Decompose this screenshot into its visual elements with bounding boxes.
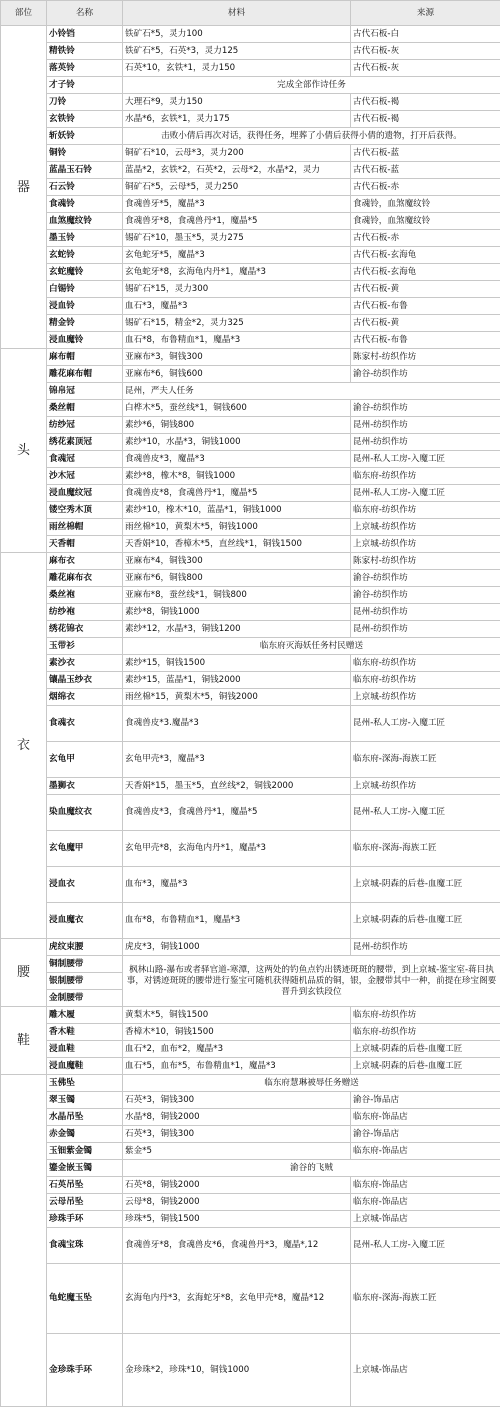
table-row — [1, 1143, 500, 1160]
item-name: 墨玉铃 — [47, 230, 123, 247]
item-source: 昆州-纺织作坊 — [351, 417, 500, 434]
item-source: 古代石板-布鲁 — [351, 298, 500, 315]
item-name: 玄龟魔甲 — [47, 831, 123, 867]
item-material: 铜矿石*10，云母*3，灵力200 — [123, 145, 351, 162]
item-name: 绣花素顶冠 — [47, 434, 123, 451]
item-name: 浸血魔鞋 — [47, 1058, 123, 1075]
item-name: 玉佛坠 — [47, 1075, 123, 1092]
table-row — [1, 43, 500, 60]
item-source: 渝谷-饰品店 — [351, 1092, 500, 1109]
table-row — [1, 903, 500, 939]
item-source: 古代石板-赤 — [351, 179, 500, 196]
item-source: 陈家村-纺织作坊 — [351, 349, 500, 366]
item-name: 雨丝棉帽 — [47, 519, 123, 536]
table-row — [1, 655, 500, 672]
table-header-row — [1, 1, 500, 26]
item-material: 玄龟甲壳*8，玄海龟内丹*1，魔晶*3 — [123, 831, 351, 867]
item-source: 食魂铃，血煞魔纹铃 — [351, 213, 500, 230]
item-name: 纺纱袍 — [47, 604, 123, 621]
item-name: 龟蛇魔玉坠 — [47, 1264, 123, 1334]
item-name: 镂空秀木顶 — [47, 502, 123, 519]
source-note: 渝谷的飞贼 — [123, 1160, 500, 1177]
table-row — [1, 1075, 500, 1092]
item-source: 临东府-深海-海族工匠 — [351, 1264, 500, 1334]
table-row — [1, 213, 500, 230]
item-material: 石英*10，玄铁*1，灵力150 — [123, 60, 351, 77]
item-material: 石英*3，铜钱300 — [123, 1092, 351, 1109]
item-material: 水晶*6，玄铁*1，灵力175 — [123, 111, 351, 128]
item-source: 古代石板-褐 — [351, 111, 500, 128]
table-row — [1, 1007, 500, 1024]
item-material: 玄龟蛇牙*8，玄海龟内丹*1，魔晶*3 — [123, 264, 351, 281]
item-material: 紫金*5 — [123, 1143, 351, 1160]
item-material: 玄龟蛇牙*5，魔晶*3 — [123, 247, 351, 264]
item-name: 银制腰带 — [47, 973, 123, 990]
table-row — [1, 281, 500, 298]
table-row — [1, 128, 500, 145]
item-name: 刀铃 — [47, 94, 123, 111]
item-name: 铜铃 — [47, 145, 123, 162]
table-row — [1, 264, 500, 281]
item-material: 珍珠*5，铜钱1500 — [123, 1211, 351, 1228]
item-material: 血布*3，魔晶*3 — [123, 867, 351, 903]
item-source: 临东府-纺织作坊 — [351, 468, 500, 485]
item-source: 古代石板-灰 — [351, 43, 500, 60]
item-material: 亚麻布*6，铜钱600 — [123, 366, 351, 383]
table-row — [1, 145, 500, 162]
item-source: 渝谷-饰品店 — [351, 1126, 500, 1143]
item-material: 石英*8，铜钱2000 — [123, 1177, 351, 1194]
item-name: 斩妖铃 — [47, 128, 123, 145]
item-material: 素纱*10，水晶*3，铜钱1000 — [123, 434, 351, 451]
table-row — [1, 570, 500, 587]
header-part: 部位 — [1, 1, 47, 26]
item-name: 云母吊坠 — [47, 1194, 123, 1211]
item-name: 雕木履 — [47, 1007, 123, 1024]
item-name: 虎纹束腰 — [47, 939, 123, 956]
table-row — [1, 1211, 500, 1228]
category-cell: 腰 — [1, 939, 47, 1007]
item-name: 素沙衣 — [47, 655, 123, 672]
item-source: 上京城-纺织作坊 — [351, 519, 500, 536]
table-row — [1, 587, 500, 604]
table-row — [1, 1092, 500, 1109]
item-name: 食魂宝珠 — [47, 1228, 123, 1264]
item-source: 古代石板-蓝 — [351, 162, 500, 179]
item-material: 玄海龟内丹*3，玄海蛇牙*8，玄龟甲壳*8，魔晶*12 — [123, 1264, 351, 1334]
item-material: 云母*8，铜钱2000 — [123, 1194, 351, 1211]
item-source: 渝谷-纺织作坊 — [351, 400, 500, 417]
table-row — [1, 1177, 500, 1194]
item-material: 食魂兽皮*3，食魂兽丹*1，魔晶*5 — [123, 795, 351, 831]
table-row — [1, 867, 500, 903]
item-source: 上京城-饰品店 — [351, 1334, 500, 1407]
table-row — [1, 1041, 500, 1058]
item-source: 古代石板-黄 — [351, 315, 500, 332]
item-name: 天香帽 — [47, 536, 123, 553]
item-name: 金制腰带 — [47, 990, 123, 1007]
table-row — [1, 1109, 500, 1126]
item-material: 素纱*15，铜钱1500 — [123, 655, 351, 672]
item-name: 浸血衣 — [47, 867, 123, 903]
item-source: 临东府-纺织作坊 — [351, 1024, 500, 1041]
item-name: 麻布帽 — [47, 349, 123, 366]
item-source: 古代石板-褐 — [351, 94, 500, 111]
item-name: 食魂衣 — [47, 706, 123, 742]
table-body — [1, 26, 500, 1407]
item-source: 古代石板-布鲁 — [351, 332, 500, 349]
item-name: 玄铁铃 — [47, 111, 123, 128]
item-material: 水晶*8，铜钱2000 — [123, 1109, 351, 1126]
item-material: 雨丝棉*15，黄梨木*5，铜钱2000 — [123, 689, 351, 706]
item-name: 精金铃 — [47, 315, 123, 332]
item-source: 昆州-私人工房-入魔工匠 — [351, 795, 500, 831]
table-row — [1, 349, 500, 366]
item-name: 浸血铃 — [47, 298, 123, 315]
item-name: 浸血魔铃 — [47, 332, 123, 349]
item-name: 水晶吊坠 — [47, 1109, 123, 1126]
table-row — [1, 1264, 500, 1334]
item-source: 临东府-饰品店 — [351, 1109, 500, 1126]
item-source: 临东府-纺织作坊 — [351, 655, 500, 672]
item-source: 古代石板-白 — [351, 26, 500, 43]
item-source: 上京城-纺织作坊 — [351, 536, 500, 553]
source-note: 昆州，严夫人任务 — [123, 383, 500, 400]
table-row — [1, 247, 500, 264]
table-row — [1, 502, 500, 519]
category-cell: 头 — [1, 349, 47, 553]
item-material: 食魂兽皮*8，食魂兽丹*1，魔晶*5 — [123, 485, 351, 502]
item-material: 素纱*15，蓝晶*1，铜钱2000 — [123, 672, 351, 689]
table-row — [1, 417, 500, 434]
item-material: 血石*8，布鲁精血*1，魔晶*3 — [123, 332, 351, 349]
item-material: 锡矿石*15，精金*2，灵力325 — [123, 315, 351, 332]
item-source: 古代石板-玄海龟 — [351, 264, 500, 281]
item-source: 渝谷-纺织作坊 — [351, 587, 500, 604]
item-material: 食魂兽牙*5，魔晶*3 — [123, 196, 351, 213]
item-name: 石云铃 — [47, 179, 123, 196]
item-name: 食魂冠 — [47, 451, 123, 468]
table-row — [1, 26, 500, 43]
item-source: 上京城-纺织作坊 — [351, 778, 500, 795]
table-row — [1, 400, 500, 417]
table-row — [1, 536, 500, 553]
item-name: 翠玉镯 — [47, 1092, 123, 1109]
item-material: 天香娟*15，墨玉*5，直丝线*2，铜钱2000 — [123, 778, 351, 795]
item-name: 绣花锦衣 — [47, 621, 123, 638]
item-name: 浸血魔衣 — [47, 903, 123, 939]
item-source: 上京城-阴森的后巷-血魔工匠 — [351, 1058, 500, 1075]
item-name: 赤金镯 — [47, 1126, 123, 1143]
item-name: 蓝晶玉石铃 — [47, 162, 123, 179]
table-row — [1, 179, 500, 196]
item-name: 血煞魔纹铃 — [47, 213, 123, 230]
item-name: 麻布衣 — [47, 553, 123, 570]
table-row — [1, 706, 500, 742]
item-name: 沙木冠 — [47, 468, 123, 485]
item-source: 临东府-纺织作坊 — [351, 672, 500, 689]
table-row — [1, 939, 500, 956]
item-name: 浸血魔纹冠 — [47, 485, 123, 502]
item-source: 上京城-纺织作坊 — [351, 689, 500, 706]
table-row — [1, 434, 500, 451]
source-note: 枫林山路-瀑布或者驿官道-寒潭，这两处的钓鱼点钓出锈迹斑斑的腰带，到上京城-鉴宝室-蒋目执事，对锈迹斑斑的腰带进行鉴宝可随机获得随机品质的铜，银，金腰带其中一种，前提在珍宝阁要晋升到玄铁段位 — [123, 956, 500, 1007]
table-row — [1, 332, 500, 349]
item-material: 亚麻布*8，蚕丝线*1，铜钱800 — [123, 587, 351, 604]
item-name: 铜制腰带 — [47, 956, 123, 973]
table-row — [1, 1228, 500, 1264]
table-row — [1, 553, 500, 570]
item-source: 上京城-饰品店 — [351, 1211, 500, 1228]
item-material: 大理石*9，灵力150 — [123, 94, 351, 111]
table-row — [1, 315, 500, 332]
item-name: 玉带衫 — [47, 638, 123, 655]
table-row — [1, 795, 500, 831]
item-material: 蓝晶*2，玄铁*2，石英*2，云母*2，水晶*2，灵力 — [123, 162, 351, 179]
item-name: 纺纱冠 — [47, 417, 123, 434]
table-row — [1, 111, 500, 128]
item-material: 虎皮*3，铜钱1000 — [123, 939, 351, 956]
table-row — [1, 604, 500, 621]
table-row — [1, 1024, 500, 1041]
item-material: 玄龟甲壳*3，魔晶*3 — [123, 742, 351, 778]
table-row — [1, 1160, 500, 1177]
item-source: 古代石板-玄海龟 — [351, 247, 500, 264]
item-source: 临东府-纺织作坊 — [351, 1007, 500, 1024]
category-cell: 衣 — [1, 553, 47, 939]
table-row — [1, 298, 500, 315]
item-source: 古代石板-灰 — [351, 60, 500, 77]
item-name: 染血魔纹衣 — [47, 795, 123, 831]
table-row — [1, 689, 500, 706]
item-material: 食魂兽皮*3.魔晶*3 — [123, 706, 351, 742]
item-material: 天香娟*10，香樟木*5，直丝线*1，铜钱1500 — [123, 536, 351, 553]
item-material: 铜矿石*5，云母*5，灵力250 — [123, 179, 351, 196]
item-name: 金珍珠手环 — [47, 1334, 123, 1407]
item-material: 雨丝棉*10，黄梨木*5，铜钱1000 — [123, 519, 351, 536]
table-row — [1, 485, 500, 502]
item-name: 小铃铛 — [47, 26, 123, 43]
item-source: 昆州-私人工房-入魔工匠 — [351, 706, 500, 742]
item-source: 昆州-纺织作坊 — [351, 939, 500, 956]
item-material: 铁矿石*5，石英*3，灵力125 — [123, 43, 351, 60]
table-row — [1, 1058, 500, 1075]
item-material: 血石*2，血布*2，魔晶*3 — [123, 1041, 351, 1058]
item-material: 黄梨木*5，铜钱1500 — [123, 1007, 351, 1024]
item-material: 素纱*12，水晶*3，铜钱1200 — [123, 621, 351, 638]
item-material: 锡矿石*10，墨玉*5，灵力275 — [123, 230, 351, 247]
item-name: 锦帛冠 — [47, 383, 123, 400]
category-cell: 鞋 — [1, 1007, 47, 1075]
table-row — [1, 621, 500, 638]
item-material: 石英*3，铜钱300 — [123, 1126, 351, 1143]
item-material: 锡矿石*15，灵力300 — [123, 281, 351, 298]
table-row — [1, 638, 500, 655]
item-material: 素纱*8，铜钱1000 — [123, 604, 351, 621]
table-row — [1, 1334, 500, 1407]
item-name: 鎏金嵌玉镯 — [47, 1160, 123, 1177]
source-note: 击败小倩后再次对话，获得任务，埋葬了小倩后获得小倩的遗物，打开后获得。 — [123, 128, 500, 145]
item-source: 昆州-纺织作坊 — [351, 434, 500, 451]
source-note: 临东府灭海妖任务村民赠送 — [123, 638, 500, 655]
item-material: 香樟木*10，铜钱1500 — [123, 1024, 351, 1041]
table-row — [1, 672, 500, 689]
item-material: 亚麻布*3，铜钱300 — [123, 349, 351, 366]
category-cell — [1, 1075, 47, 1407]
item-source: 上京城-阴森的后巷-血魔工匠 — [351, 903, 500, 939]
table-row — [1, 451, 500, 468]
item-name: 香木鞋 — [47, 1024, 123, 1041]
table-row — [1, 60, 500, 77]
item-name: 食魂铃 — [47, 196, 123, 213]
item-source: 食魂铃，血煞魔纹铃 — [351, 196, 500, 213]
item-name: 雕花麻布衣 — [47, 570, 123, 587]
item-material: 食魂兽牙*8，食魂兽丹*1，魔晶*5 — [123, 213, 351, 230]
item-source: 上京城-阴森的后巷-血魔工匠 — [351, 867, 500, 903]
item-material: 亚麻布*4，铜钱300 — [123, 553, 351, 570]
header-name: 名称 — [47, 1, 123, 26]
item-name: 石英吊坠 — [47, 1177, 123, 1194]
item-source: 昆州-私人工房-入魔工匠 — [351, 1228, 500, 1264]
item-name: 桑丝帽 — [47, 400, 123, 417]
table-row — [1, 519, 500, 536]
item-material: 素纱*8，橡木*8，铜钱1000 — [123, 468, 351, 485]
item-source: 渝谷-纺织作坊 — [351, 366, 500, 383]
source-note: 完成全部作诗任务 — [123, 77, 500, 94]
item-name: 镶晶玉纱衣 — [47, 672, 123, 689]
item-source: 临东府-饰品店 — [351, 1143, 500, 1160]
item-source: 临东府-纺织作坊 — [351, 502, 500, 519]
item-material: 素纱*6，铜钱800 — [123, 417, 351, 434]
table-row — [1, 1126, 500, 1143]
source-note: 临东府慧琳被辱任务赠送 — [123, 1075, 500, 1092]
item-source: 古代石板-黄 — [351, 281, 500, 298]
table-row — [1, 956, 500, 973]
item-source: 上京城-阴森的后巷-血魔工匠 — [351, 1041, 500, 1058]
item-name: 雕花麻布帽 — [47, 366, 123, 383]
item-material: 素纱*10，橡木*10，蓝晶*1，铜钱1000 — [123, 502, 351, 519]
item-name: 玄蛇魔铃 — [47, 264, 123, 281]
item-name: 浸血鞋 — [47, 1041, 123, 1058]
item-source: 古代石板-赤 — [351, 230, 500, 247]
item-material: 血布*8，布鲁精血*1，魔晶*3 — [123, 903, 351, 939]
table-row — [1, 230, 500, 247]
item-source: 临东府-饰品店 — [351, 1177, 500, 1194]
table-row — [1, 742, 500, 778]
item-name: 才子铃 — [47, 77, 123, 94]
table-row — [1, 162, 500, 179]
item-name: 烟绵衣 — [47, 689, 123, 706]
item-source: 古代石板-蓝 — [351, 145, 500, 162]
table-row — [1, 383, 500, 400]
header-source: 来源 — [351, 1, 500, 26]
category-cell: 器 — [1, 26, 47, 349]
table-row — [1, 1194, 500, 1211]
header-material: 材料 — [123, 1, 351, 26]
table-row — [1, 778, 500, 795]
table-row — [1, 366, 500, 383]
item-name: 玄蛇铃 — [47, 247, 123, 264]
item-material: 金珍珠*2，珍珠*10，铜钱1000 — [123, 1334, 351, 1407]
table-row — [1, 468, 500, 485]
item-source: 渝谷-纺织作坊 — [351, 570, 500, 587]
table-row — [1, 196, 500, 213]
item-source: 昆州-纺织作坊 — [351, 621, 500, 638]
item-name: 桑丝袍 — [47, 587, 123, 604]
item-source: 昆州-纺织作坊 — [351, 604, 500, 621]
item-name: 白锡铃 — [47, 281, 123, 298]
item-source: 临东府-深海-海族工匠 — [351, 742, 500, 778]
item-name: 墨狮衣 — [47, 778, 123, 795]
item-material: 食魂兽牙*8，食魂兽皮*6，食魂兽丹*3，魔晶*,12 — [123, 1228, 351, 1264]
table-row — [1, 831, 500, 867]
item-name: 珍珠手环 — [47, 1211, 123, 1228]
item-material: 食魂兽皮*3，魔晶*3 — [123, 451, 351, 468]
table-row — [1, 94, 500, 111]
table-row — [1, 77, 500, 94]
item-material: 白桦木*5，蚕丝线*1，铜钱600 — [123, 400, 351, 417]
item-material: 血石*3，魔晶*3 — [123, 298, 351, 315]
item-source: 昆州-私人工房-入魔工匠 — [351, 485, 500, 502]
item-material: 血石*5，血布*5，布鲁精血*1，魔晶*3 — [123, 1058, 351, 1075]
item-source: 昆州-私人工房-入魔工匠 — [351, 451, 500, 468]
item-name: 玉钿紫金镯 — [47, 1143, 123, 1160]
item-source: 临东府-饰品店 — [351, 1194, 500, 1211]
item-source: 陈家村-纺织作坊 — [351, 553, 500, 570]
item-material: 亚麻布*6，铜钱800 — [123, 570, 351, 587]
item-name: 落英铃 — [47, 60, 123, 77]
item-material: 铁矿石*5，灵力100 — [123, 26, 351, 43]
item-name: 玄龟甲 — [47, 742, 123, 778]
item-name: 精铁铃 — [47, 43, 123, 60]
item-source: 临东府-深海-海族工匠 — [351, 831, 500, 867]
